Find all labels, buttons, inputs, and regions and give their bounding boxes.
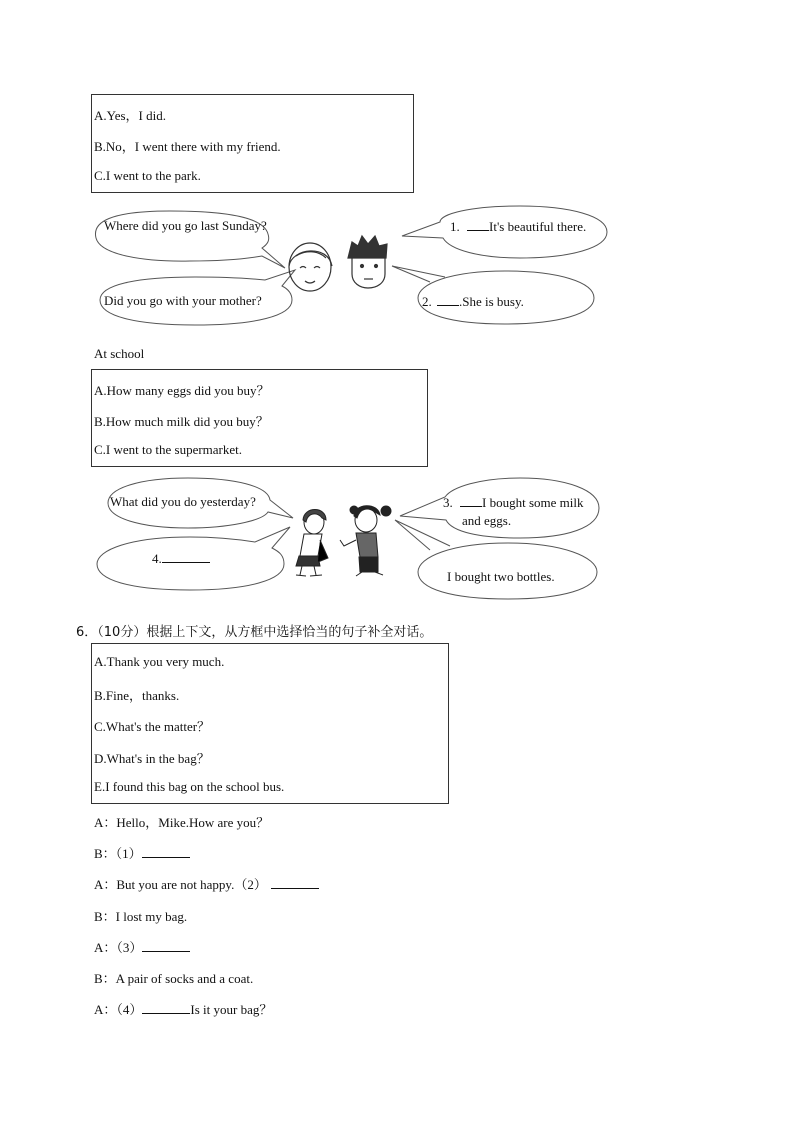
speaker: A：	[94, 877, 117, 892]
bubble-answer-3-line2: and eggs.	[462, 513, 512, 528]
option-item: C.What's the matter？	[94, 719, 211, 734]
answer-text: I bought some milk	[482, 495, 584, 510]
option-item: C.I went to the supermarket.	[94, 442, 243, 457]
options-box-3	[91, 643, 449, 804]
question-6-heading	[76, 621, 432, 640]
answer-text: .She is busy.	[459, 294, 524, 309]
answer-text: It's beautiful there.	[489, 219, 587, 234]
line-text: （3）	[116, 940, 143, 955]
answer-blank-1[interactable]	[467, 218, 489, 231]
girl-figure-right-icon	[340, 506, 391, 576]
answer-blank-2[interactable]	[437, 293, 459, 306]
girl-figure-left-icon	[296, 510, 328, 577]
option-item: D.What's in the bag？	[94, 751, 210, 766]
bubble-answer-1	[450, 218, 586, 235]
bubble-question-1: Where did you go last Sunday?	[104, 218, 267, 233]
bubble-question-3: What did you do yesterday?	[110, 494, 256, 509]
line-text: （1）	[115, 846, 142, 861]
line-text: Hello，Mike.How are you？	[116, 815, 270, 830]
option-item: B.Fine，thanks.	[94, 688, 180, 703]
blank-number: 3.	[443, 495, 453, 510]
blank-number: 1.	[450, 219, 460, 234]
question-number: 6．	[76, 625, 98, 640]
speech-bubble-2-right-bottom	[395, 520, 597, 599]
option-item: E.I found this bag on the school bus.	[94, 779, 285, 794]
speaker: A：	[94, 815, 117, 830]
answer-blank-3[interactable]	[460, 494, 482, 507]
section-label: At school	[94, 346, 145, 361]
line-text: A pair of socks and a coat.	[115, 971, 254, 986]
girl-face-icon	[289, 243, 332, 291]
line-text: （4）	[116, 1002, 143, 1017]
bubble-answer-4: I bought two bottles.	[447, 569, 555, 584]
bubble-answer-2	[422, 293, 524, 310]
option-item: B.How much milk did you buy？	[94, 414, 269, 429]
options-box-2	[91, 369, 428, 467]
dialogue-line-3	[94, 874, 319, 893]
option-item: A.How many eggs did you buy？	[94, 383, 270, 398]
question-instruction: （10分）根据上下文，从方框中选择恰当的句子补全对话。	[97, 625, 433, 640]
speaker: B：	[94, 971, 116, 986]
boy-face-icon	[348, 236, 387, 288]
bubble-answer-3	[443, 494, 583, 511]
bubble-question-4	[152, 550, 210, 567]
line-text-after: Is it your bag？	[190, 1002, 273, 1017]
option-item: A.Thank you very much.	[94, 654, 225, 669]
dialogue-line-2	[94, 843, 190, 862]
speaker: A：	[94, 1002, 117, 1017]
option-item: B.No，I went there with my friend.	[94, 139, 281, 154]
blank-number: 2.	[422, 294, 432, 309]
line-text: I lost my bag.	[115, 909, 188, 924]
bubble-question-2: Did you go with your mother?	[104, 293, 262, 308]
speaker: B：	[94, 846, 116, 861]
answer-blank-4[interactable]	[162, 550, 210, 563]
option-item: A.Yes，I did.	[94, 108, 166, 123]
answer-blank-d4[interactable]	[142, 1001, 190, 1014]
line-text: But you are not happy.（2）	[116, 877, 267, 892]
dialogue-line-6	[94, 968, 253, 987]
dialogue-line-7	[94, 999, 272, 1018]
blank-number: 4.	[152, 551, 162, 566]
dialogue-line-1	[94, 812, 269, 831]
answer-blank-d2[interactable]	[271, 876, 319, 889]
dialogue-line-4	[94, 906, 187, 925]
dialogue-line-5	[94, 937, 190, 956]
answer-blank-d1[interactable]	[142, 845, 190, 858]
answer-blank-d3[interactable]	[142, 939, 190, 952]
speaker: B：	[94, 909, 116, 924]
option-item: C.I went to the park.	[94, 168, 201, 183]
speaker: A：	[94, 940, 117, 955]
